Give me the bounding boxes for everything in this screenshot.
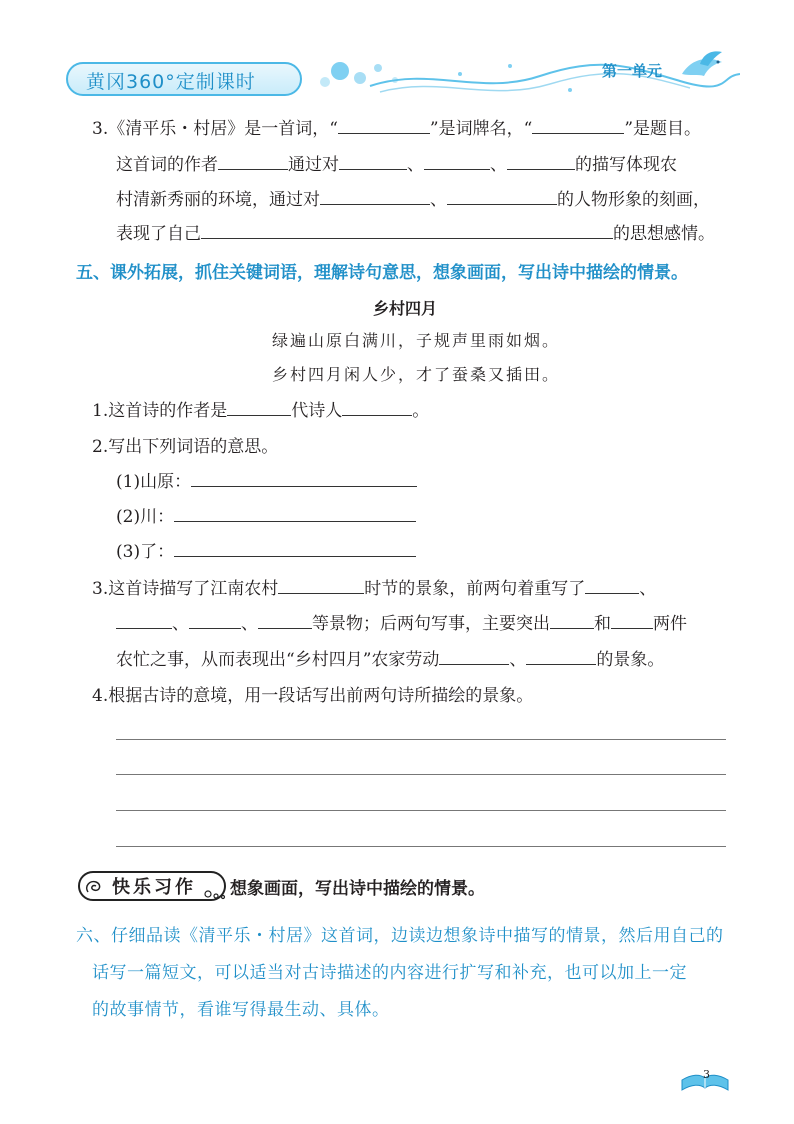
text: 、 (639, 579, 657, 599)
poem-line-2: 乡村四月闲人少，才了蚕桑又插田。 (272, 365, 561, 384)
text: 代诗人 (291, 401, 343, 421)
blank[interactable] (201, 222, 613, 239)
text: 的描写体现农 (575, 155, 677, 175)
blank[interactable] (447, 188, 557, 205)
s5-q1 (92, 399, 429, 423)
text: 的景象。 (596, 650, 665, 670)
s5-q3-line1 (92, 577, 656, 601)
blank[interactable] (424, 153, 490, 170)
header-wave-decoration (300, 46, 740, 106)
text: 1.这首诗的作者是 (92, 401, 228, 421)
blank[interactable] (532, 117, 624, 134)
s5-q3-line2 (116, 612, 687, 636)
answer-line-2[interactable] (116, 774, 726, 775)
text: 、 (490, 155, 507, 175)
section6-line-1: 六、仔细品读《清平乐・村居》这首词，边读边想象诗中描写的情景，然后用自己的 (76, 926, 724, 946)
text: (1)山原： (116, 472, 192, 492)
text: 3.《清平乐・村居》是一首词，“ (92, 119, 338, 139)
text: 农忙之事，从而表现出“乡村四月”农家劳动 (116, 650, 440, 670)
s5-q3-line3 (116, 648, 664, 672)
q3-line1 (92, 117, 701, 141)
blank[interactable] (338, 117, 430, 134)
text: (3)了： (116, 542, 175, 562)
text: (2)川： (116, 507, 175, 527)
text: 3.这首诗描写了江南农村 (92, 579, 279, 599)
text: 表现了自己 (116, 224, 201, 244)
text: 、 (430, 190, 447, 210)
text: 这首词的作者 (116, 155, 218, 175)
bird-icon (678, 48, 728, 86)
blank[interactable] (342, 399, 412, 416)
blank[interactable] (116, 612, 172, 629)
answer-line-3[interactable] (116, 810, 726, 811)
poem-line-1: 绿遍山原白满川，子规声里雨如烟。 (272, 331, 561, 350)
answer-line-4[interactable] (116, 846, 726, 847)
blank[interactable] (258, 612, 312, 629)
text: 、 (241, 614, 258, 634)
s5-q2-item-2 (116, 505, 416, 529)
text: 通过对 (288, 155, 339, 175)
poem-title: 乡村四月 (373, 299, 438, 318)
text: ”是题目。 (624, 119, 702, 139)
blank[interactable] (278, 577, 364, 594)
s5-q2-item-3 (116, 540, 416, 564)
s5-q2-item-1 (116, 470, 417, 494)
text: ”是词牌名，“ (429, 119, 533, 139)
blank[interactable] (550, 612, 594, 629)
section6-line-3: 的故事情节，看谁写得最生动、具体。 (92, 1000, 390, 1020)
text: 、 (509, 650, 527, 670)
blank[interactable] (611, 612, 653, 629)
blank[interactable] (339, 153, 407, 170)
blank[interactable] (191, 470, 417, 487)
s5-q4: 4.根据古诗的意境，用一段话写出前两句诗所描绘的景象。 (92, 686, 534, 706)
blank[interactable] (218, 153, 288, 170)
text: 村清新秀丽的环境，通过对 (116, 190, 320, 210)
blank[interactable] (174, 505, 416, 522)
text: 的人物形象的刻画， (557, 190, 710, 210)
q3-line3 (116, 188, 710, 212)
header-brand: 黄冈360°定制课时 (86, 71, 256, 93)
text: 两件 (653, 614, 687, 634)
page-number: 3 (703, 1068, 710, 1081)
unit-label: 第一单元 (602, 62, 663, 80)
q3-line2 (116, 153, 677, 177)
blank[interactable] (585, 577, 639, 594)
writing-badge: 快乐习作 (112, 877, 196, 898)
s5-q2-title: 2.写出下列词语的意思。 (92, 437, 279, 457)
blank[interactable] (189, 612, 241, 629)
text: 等景物；后两句写事，主要突出 (312, 614, 550, 634)
dots-icon (204, 886, 230, 900)
text: 的思想感情。 (613, 224, 715, 244)
text: 和 (594, 614, 611, 634)
text: 、 (407, 155, 424, 175)
blank[interactable] (526, 648, 596, 665)
swirl-icon (84, 878, 108, 896)
blank[interactable] (507, 153, 575, 170)
text: 、 (172, 614, 189, 634)
section6-line-2: 话写一篇短文，可以适当对古诗描述的内容进行扩写和补充，也可以加上一定 (92, 963, 687, 983)
blank[interactable] (227, 399, 291, 416)
writing-desc: 想象画面，写出诗中描绘的情景。 (230, 879, 485, 899)
answer-line-1[interactable] (116, 739, 726, 740)
section5-title: 五、课外拓展，抓住关键词语，理解诗句意思，想象画面，写出诗中描绘的情景。 (76, 263, 688, 283)
q3-line4 (116, 222, 715, 246)
blank[interactable] (439, 648, 509, 665)
blank[interactable] (174, 540, 416, 557)
text: 时节的景象，前两句着重写了 (364, 579, 586, 599)
text: 。 (412, 401, 430, 421)
blank[interactable] (320, 188, 430, 205)
